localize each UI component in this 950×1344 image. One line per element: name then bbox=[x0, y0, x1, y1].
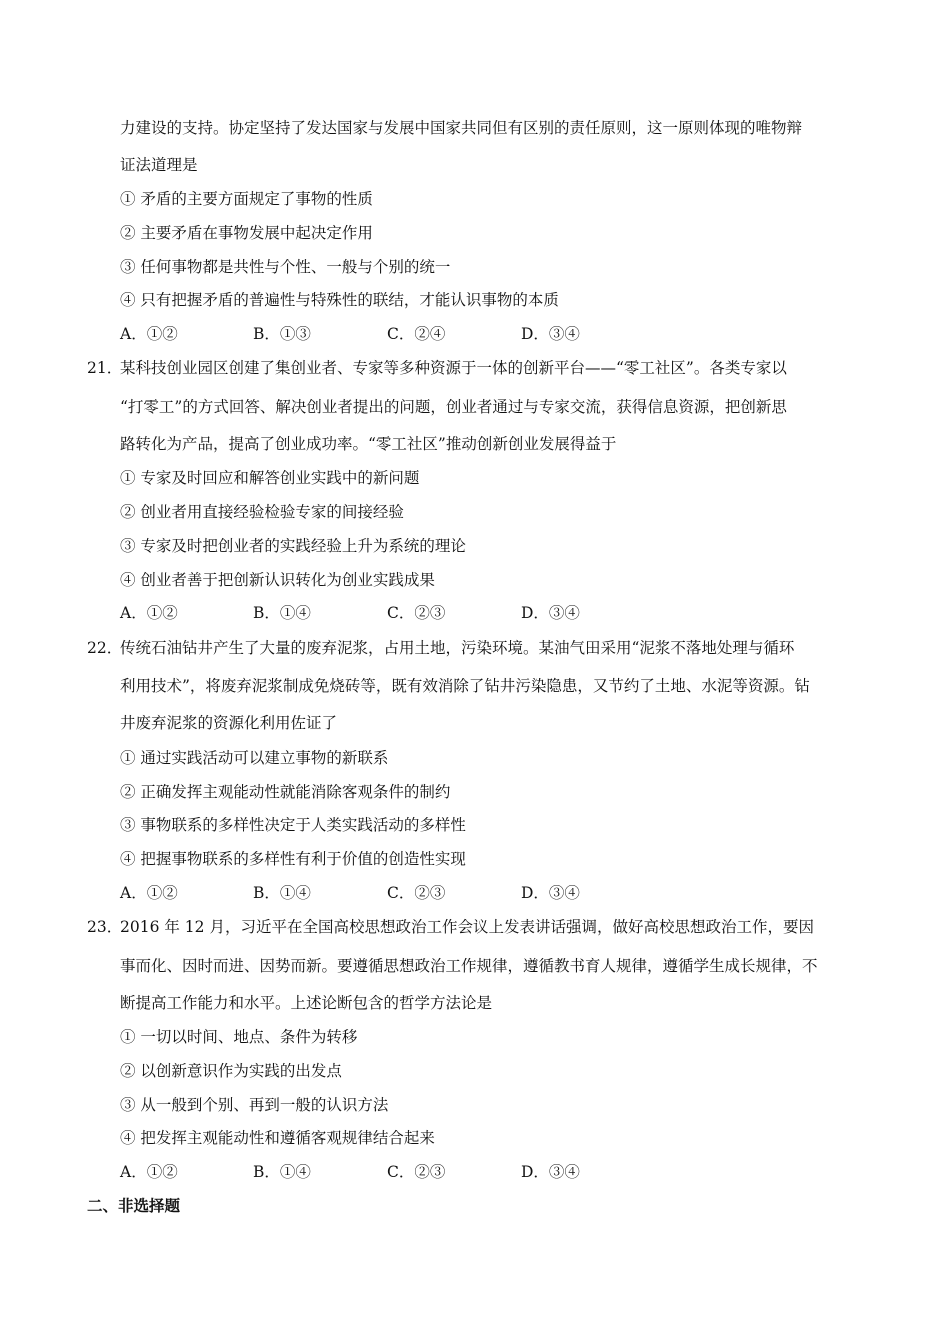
q21-option-3: ③ 专家及时把创业者的实践经验上升为系统的理论 bbox=[120, 537, 466, 555]
q22-choice-c: C．②③ bbox=[387, 884, 446, 902]
q22-choice-d: D．③④ bbox=[521, 884, 580, 902]
q20-option-4: ④ 只有把握矛盾的普遍性与特殊性的联结，才能认识事物的本质 bbox=[120, 291, 559, 309]
q22-option-1: ① 通过实践活动可以建立事物的新联系 bbox=[120, 749, 389, 767]
q21-choice-c: C．②③ bbox=[387, 604, 446, 622]
q21-option-4: ④ 创业者善于把创新认识转化为创业实践成果 bbox=[120, 571, 435, 589]
q21-stem-line-1: 某科技创业园区创建了集创业者、专家等多种资源于一体的创新平台——“零工社区”。各类专家以 bbox=[120, 359, 787, 377]
q21-stem-line-3: 路转化为产品，提高了创业成功率。“零工社区”推动创新创业发展得益于 bbox=[120, 435, 617, 453]
q21-stem-line-2: “打零工”的方式回答、解决创业者提出的问题，创业者通过与专家交流，获得信息资源，把创新思 bbox=[120, 398, 787, 416]
q23-choice-b: B．①④ bbox=[253, 1163, 311, 1181]
q23-number: 23． bbox=[87, 918, 123, 936]
q23-option-1: ① 一切以时间、地点、条件为转移 bbox=[120, 1028, 358, 1046]
q21-number: 21． bbox=[87, 359, 123, 377]
q21-option-2: ② 创业者用直接经验检验专家的间接经验 bbox=[120, 503, 404, 521]
q20-option-2: ② 主要矛盾在事物发展中起决定作用 bbox=[120, 224, 373, 242]
q20-stem-line-1: 力建设的支持。协定坚持了发达国家与发展中国家共同但有区别的责任原则，这一原则体现的唯物辩 bbox=[120, 119, 803, 137]
q23-choice-d: D．③④ bbox=[521, 1163, 580, 1181]
q22-stem-line-1: 传统石油钻井产生了大量的废弃泥浆，占用土地，污染环境。某油气田采用“泥浆不落地处理与循环 bbox=[120, 639, 795, 657]
q22-option-4: ④ 把握事物联系的多样性有利于价值的创造性实现 bbox=[120, 850, 466, 868]
q23-stem-line-2: 事而化、因时而进、因势而新。要遵循思想政治工作规律，遵循教书育人规律，遵循学生成长规律，不 bbox=[120, 957, 818, 975]
q22-option-2: ② 正确发挥主观能动性就能消除客观条件的制约 bbox=[120, 783, 451, 801]
q21-choice-b: B．①④ bbox=[253, 604, 311, 622]
q23-stem-line-3: 断提高工作能力和水平。上述论断包含的哲学方法论是 bbox=[120, 994, 493, 1012]
q22-option-3: ③ 事物联系的多样性决定于人类实践活动的多样性 bbox=[120, 816, 466, 834]
q20-option-1: ① 矛盾的主要方面规定了事物的性质 bbox=[120, 190, 373, 208]
q23-stem-line-1: 2016 年 12 月，习近平在全国高校思想政治工作会议上发表讲话强调，做好高校思想政治工作，要因 bbox=[120, 918, 814, 936]
q20-stem-line-2: 证法道理是 bbox=[120, 156, 198, 174]
q20-option-3: ③ 任何事物都是共性与个性、一般与个别的统一 bbox=[120, 258, 451, 276]
q22-stem-line-2: 利用技术”，将废弃泥浆制成免烧砖等，既有效消除了钻井污染隐患，又节约了土地、水泥等资源。钻 bbox=[120, 677, 810, 695]
q21-option-1: ① 专家及时回应和解答创业实践中的新问题 bbox=[120, 469, 420, 487]
q22-choice-b: B．①④ bbox=[253, 884, 311, 902]
q23-choice-a: A．①② bbox=[120, 1163, 178, 1181]
q23-choice-c: C．②③ bbox=[387, 1163, 446, 1181]
q22-number: 22． bbox=[87, 639, 123, 657]
q20-choice-b: B．①③ bbox=[253, 325, 311, 343]
q23-option-3: ③ 从一般到个别、再到一般的认识方法 bbox=[120, 1096, 389, 1114]
q21-choice-d: D．③④ bbox=[521, 604, 580, 622]
q22-stem-line-3: 井废弃泥浆的资源化利用佐证了 bbox=[120, 714, 338, 732]
q20-choice-a: A．①② bbox=[120, 325, 178, 343]
q20-choice-c: C．②④ bbox=[387, 325, 446, 343]
q23-option-4: ④ 把发挥主观能动性和遵循客观规律结合起来 bbox=[120, 1129, 435, 1147]
q23-option-2: ② 以创新意识作为实践的出发点 bbox=[120, 1062, 342, 1080]
section-2-title: 二、非选择题 bbox=[87, 1196, 181, 1215]
q22-choice-a: A．①② bbox=[120, 884, 178, 902]
q20-choice-d: D．③④ bbox=[521, 325, 580, 343]
q21-choice-a: A．①② bbox=[120, 604, 178, 622]
